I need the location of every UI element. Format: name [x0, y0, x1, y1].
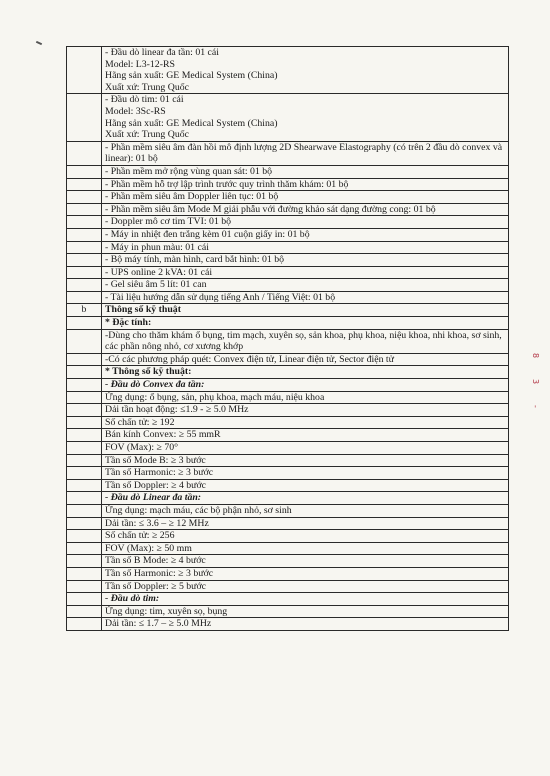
spec-row: [67, 492, 509, 505]
spec-text-cell: Số chấn tử: ≥ 256: [102, 530, 509, 543]
row-index-cell: [67, 317, 102, 330]
spec-row: [67, 442, 509, 455]
row-index-cell: [67, 353, 102, 366]
spec-row: [67, 580, 509, 593]
spec-text-cell: Ứng dụng: ổ bụng, sản, phụ khoa, mạch máu, niệu khoa: [102, 391, 509, 404]
spec-text-cell: Thông số kỹ thuật: [102, 304, 509, 317]
row-index-cell: [67, 228, 102, 241]
row-index-cell: [67, 279, 102, 292]
row-index-cell: b: [67, 304, 102, 317]
spec-text-cell: -Có các phương pháp quét: Convex điện tử, Linear điện tử, Sector điện tử: [102, 353, 509, 366]
row-index-cell: [67, 366, 102, 379]
row-index-cell: [67, 404, 102, 417]
spec-row: [67, 416, 509, 429]
row-index-cell: [67, 203, 102, 216]
spec-text-cell: - Tài liệu hướng dẫn sử dụng tiếng Anh / Tiếng Việt: 01 bộ: [102, 291, 509, 304]
spec-text-cell: Tần số Harmonic: ≥ 3 bước: [102, 567, 509, 580]
spec-row: [67, 191, 509, 204]
spec-text-cell: - Phần mềm siêu âm Doppler liên tục: 01 bộ: [102, 191, 509, 204]
specification-table: [66, 46, 509, 631]
spec-text-cell: - Gel siêu âm 5 lít: 01 can: [102, 279, 509, 292]
spec-text-cell: Bán kính Convex: ≥ 55 mmR: [102, 429, 509, 442]
row-index-cell: [67, 47, 102, 94]
row-index-cell: [67, 416, 102, 429]
spec-row: [67, 304, 509, 317]
spec-row: [67, 279, 509, 292]
spec-row: [67, 391, 509, 404]
row-index-cell: [67, 429, 102, 442]
margin-stamp-marks: [528, 355, 542, 433]
spec-row: [67, 404, 509, 417]
spec-row: [67, 329, 509, 353]
spec-text-cell: Tần số Harmonic: ≥ 3 bước: [102, 467, 509, 480]
spec-row: [67, 504, 509, 517]
spec-text-cell: Tần số Mode B: ≥ 3 bước: [102, 454, 509, 467]
spec-text-cell: - Đầu dò linear đa tần: 01 cái Model: L3-12-RS Hãng sản xuất: GE Medical System (China) Xuất xứ: Trung Quốc: [102, 47, 509, 94]
row-index-cell: [67, 191, 102, 204]
spec-text-cell: - Doppler mô cơ tim TVI: 01 bộ: [102, 216, 509, 229]
row-index-cell: [67, 492, 102, 505]
specification-table-body: [67, 47, 509, 631]
row-index-cell: [67, 618, 102, 631]
row-index-cell: [67, 379, 102, 392]
spec-row: [67, 479, 509, 492]
row-index-cell: [67, 141, 102, 165]
row-index-cell: [67, 241, 102, 254]
row-index-cell: [67, 254, 102, 267]
row-index-cell: [67, 567, 102, 580]
row-index-cell: [67, 94, 102, 141]
spec-text-cell: Ứng dụng: mạch máu, các bộ phận nhỏ, sơ sinh: [102, 504, 509, 517]
margin-mark: 8: [531, 353, 540, 359]
row-index-cell: [67, 542, 102, 555]
spec-text-cell: Dải tần: ≤ 3.6 – ≥ 12 MHz: [102, 517, 509, 530]
spec-text-cell: - Đầu dò Convex đa tần:: [102, 379, 509, 392]
spec-text-cell: -Dùng cho thăm khám ổ bụng, tim mạch, xuyên sọ, sản khoa, phụ khoa, niệu khoa, nhi khoa, sơ sinh, các phần nông nhỏ, cơ xương khớp: [102, 329, 509, 353]
spec-row: [67, 618, 509, 631]
spec-row: [67, 216, 509, 229]
spec-row: [67, 94, 509, 141]
row-index-cell: [67, 329, 102, 353]
row-index-cell: [67, 593, 102, 606]
row-index-cell: [67, 454, 102, 467]
spec-text-cell: * Đặc tính:: [102, 317, 509, 330]
row-index-cell: [67, 165, 102, 178]
spec-row: [67, 241, 509, 254]
row-index-cell: [67, 555, 102, 568]
row-index-cell: [67, 517, 102, 530]
spec-text-cell: - Máy in phun màu: 01 cái: [102, 241, 509, 254]
spec-text-cell: FOV (Max): ≥ 50 mm: [102, 542, 509, 555]
spec-row: [67, 366, 509, 379]
spec-row: [67, 530, 509, 543]
spec-text-cell: - Phần mềm hỗ trợ lập trình trước quy trình thăm khám: 01 bộ: [102, 178, 509, 191]
spec-row: [67, 454, 509, 467]
spec-text-cell: - Phần mềm siêu âm đàn hồi mô định lượng 2D Shearwave Elastography (có trên 2 đầu dò convex và linear): 01 bộ: [102, 141, 509, 165]
spec-row: [67, 47, 509, 94]
spec-row: [67, 353, 509, 366]
spec-row: [67, 228, 509, 241]
spec-text-cell: - Phần mềm mở rộng vùng quan sát: 01 bộ: [102, 165, 509, 178]
spec-row: [67, 203, 509, 216]
spec-row: [67, 555, 509, 568]
spec-row: [67, 605, 509, 618]
row-index-cell: [67, 479, 102, 492]
row-index-cell: [67, 580, 102, 593]
row-index-cell: [67, 291, 102, 304]
margin-mark: 3: [531, 379, 540, 385]
spec-text-cell: Dải tần hoạt động: ≤1.9 - ≥ 5.0 MHz: [102, 404, 509, 417]
spec-row: [67, 517, 509, 530]
row-index-cell: [67, 442, 102, 455]
row-index-cell: [67, 530, 102, 543]
spec-row: [67, 593, 509, 606]
row-index-cell: [67, 605, 102, 618]
spec-row: [67, 317, 509, 330]
spec-row: [67, 254, 509, 267]
spec-text-cell: Tần số Doppler: ≥ 5 bước: [102, 580, 509, 593]
spec-text-cell: Dải tần: ≤ 1.7 – ≥ 5.0 MHz: [102, 618, 509, 631]
scan-mark: [36, 41, 42, 45]
row-index-cell: [67, 216, 102, 229]
spec-text-cell: - Đầu dò Linear đa tần:: [102, 492, 509, 505]
spec-text-cell: Số chấn tử: ≥ 192: [102, 416, 509, 429]
spec-row: [67, 266, 509, 279]
row-index-cell: [67, 504, 102, 517]
spec-text-cell: - Đầu dò tim: 01 cái Model: 3Sc-RS Hãng sản xuất: GE Medical System (China) Xuất xứ: Trung Quốc: [102, 94, 509, 141]
spec-row: [67, 178, 509, 191]
spec-text-cell: FOV (Max): ≥ 70°: [102, 442, 509, 455]
spec-row: [67, 542, 509, 555]
spec-text-cell: - Phần mềm siêu âm Mode M giải phẫu với đường khảo sát dạng đường cong: 01 bộ: [102, 203, 509, 216]
spec-row: [67, 467, 509, 480]
row-index-cell: [67, 391, 102, 404]
spec-row: [67, 291, 509, 304]
spec-row: [67, 379, 509, 392]
spec-text-cell: - Máy in nhiệt đen trắng kèm 01 cuộn giấy in: 01 bộ: [102, 228, 509, 241]
row-index-cell: [67, 178, 102, 191]
spec-row: [67, 165, 509, 178]
spec-row: [67, 567, 509, 580]
spec-text-cell: * Thông số kỹ thuật:: [102, 366, 509, 379]
spec-text-cell: - Bộ máy tính, màn hình, card bắt hình: 01 bộ: [102, 254, 509, 267]
spec-text-cell: - UPS online 2 kVA: 01 cái: [102, 266, 509, 279]
spec-text-cell: Ứng dụng: tim, xuyên sọ, bụng: [102, 605, 509, 618]
margin-mark: -: [531, 405, 540, 408]
spec-text-cell: Tần số Doppler: ≥ 4 bước: [102, 479, 509, 492]
spec-text-cell: - Đầu dò tim:: [102, 593, 509, 606]
row-index-cell: [67, 467, 102, 480]
spec-row: [67, 429, 509, 442]
row-index-cell: [67, 266, 102, 279]
spec-row: [67, 141, 509, 165]
spec-text-cell: Tần số B Mode: ≥ 4 bước: [102, 555, 509, 568]
